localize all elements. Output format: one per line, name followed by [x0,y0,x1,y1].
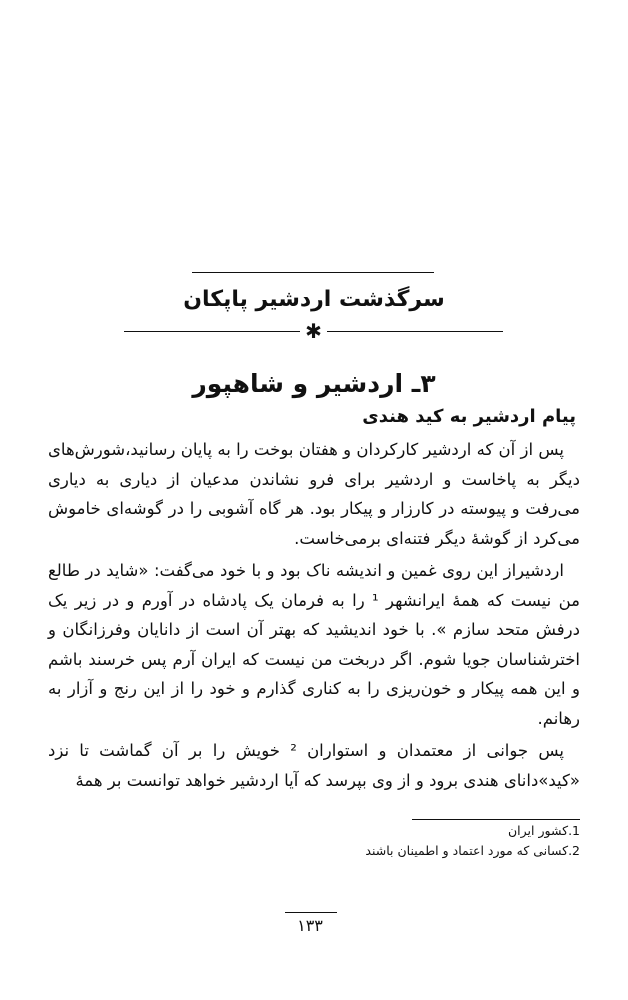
footnote-rule [412,819,580,820]
footnote-2: 2.کسانی که مورد اعتماد و اطمینان باشند [365,843,580,858]
asterisk-ornament-icon: ✱ [305,319,322,343]
footnotes [48,821,580,861]
footnote-1: 1.کشور ایران [508,823,580,838]
section-subheading: پیام اردشیر به کید هندی [362,406,576,427]
ornament-divider [124,321,503,343]
running-title: سرگذشت اردشیر پاپکان [183,287,445,312]
body-text [48,435,580,795]
header-rule [192,272,434,273]
paragraph-2: اردشیراز این روی غمین و اندیشه ناک بود و با خود می‌گفت: «شاید در طالع من نیست که همهٔ ایرانشهر ¹ را به فرمان یک پادشاه در آورم و در زیر یک درفش متحد سازم ». با خود اندیشید که بهتر آن است از دانایان وفرزانگان و اخترشناسان جویا شوم. اگر دربخت من نیست که ایران آرم پس خرسند باشم و این همه پیکار و خون‌ریزی را به کناری گذارم و خود را از این رنج و آزار به رهانم. [48,561,581,728]
ornament-line-left [124,331,300,332]
ornament-line-right [327,331,503,332]
page-number-rule [285,912,337,913]
paragraph-1: پس از آن که اردشیر کارکردان و هفتان بوخت را به پایان رسانید،شورش‌های دیگر به پاخاست و اردشیر برای فرو نشاندن مدعیان از دیاری به دیاری می‌رفت و پیوسته در کارزار و پیکار بود. هر گاه آشوبی را در گوشه‌ای خاموش می‌کرد از گوشهٔ دیگر فتنه‌ای برمی‌خاست. [48,440,580,548]
page-number: ۱۳۳ [297,916,323,935]
chapter-heading: ۳ـ اردشیر و شاهپور [192,369,436,398]
paragraph-3: پس جوانی از معتمدان و استواران ² خویش را بر آن گماشت تا نزد «کید»دانای هندی برود و از وی بپرسد که آیا اردشیر خواهد توانست بر همهٔ [48,741,580,790]
